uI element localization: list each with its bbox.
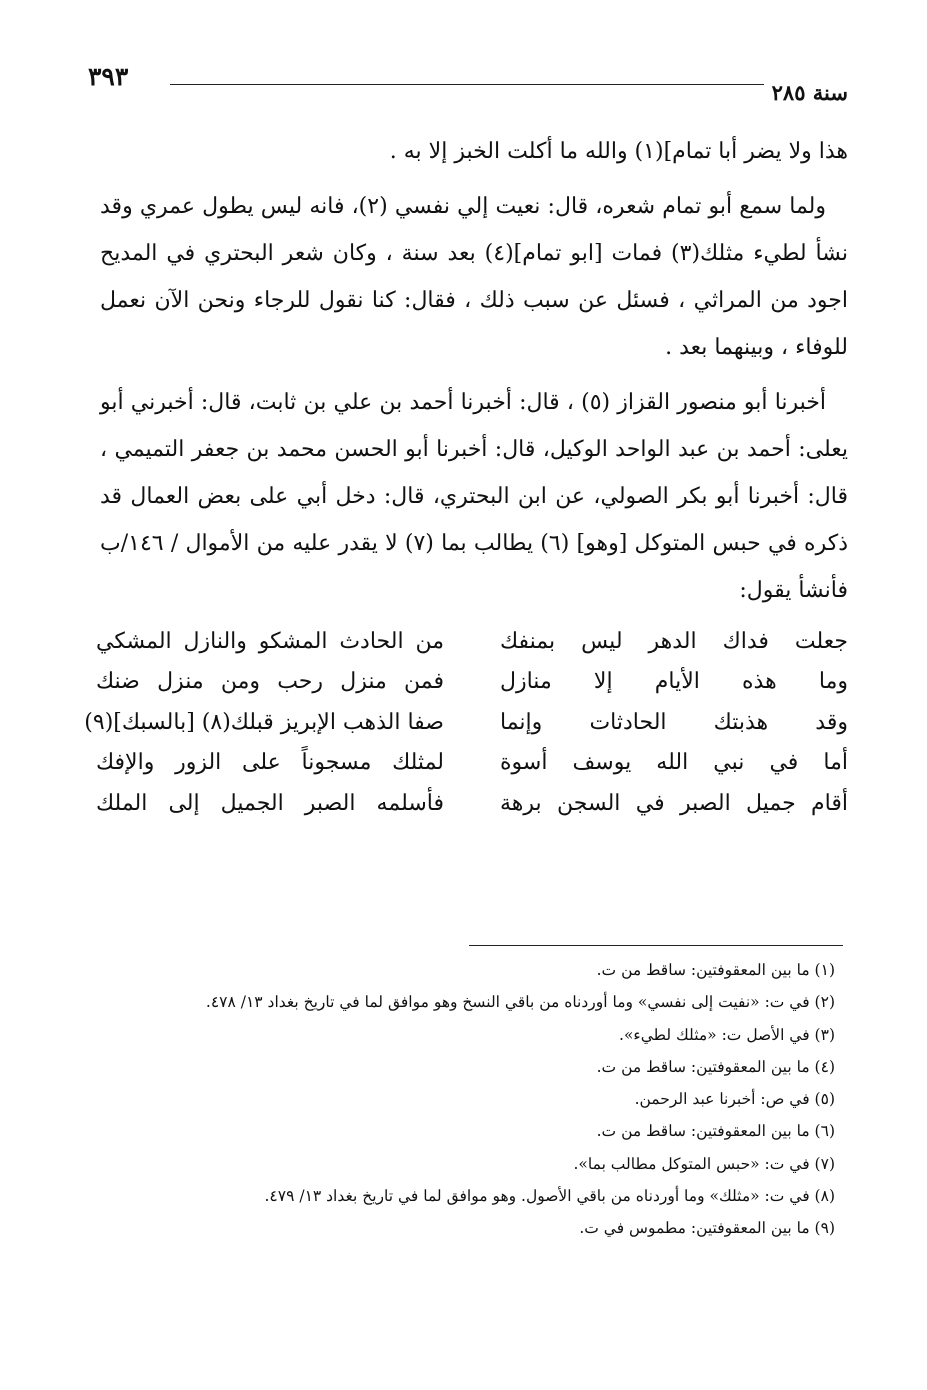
footnotes bbox=[155, 954, 835, 1245]
footnote: (٩) ما بين المعقوفتين: مطموس في ت. bbox=[579, 1219, 835, 1238]
paragraph: أخبرنا أبو منصور القزاز (٥) ، قال: أخبرنا أحمد بن علي بن ثابت، قال: أخبرني أبو يعلى: أحمد بن عبد الواحد الوكيل، قال: أخبرنا أبو الحسن محمد بن جعفر التميمي ، قال: أخبرنا أبو بكر الصولي، عن ابن البحتري، قال: دخل أبي على بعض العمال قد ذكره في حبس المتوكل [وهو] (٦) يطالب بما (٧) لا يقدر عليه من الأموال / ١٤٦/ب فأنشأ يقول: bbox=[100, 390, 848, 603]
footnote: (١) ما بين المعقوفتين: ساقط من ت. bbox=[596, 961, 835, 979]
poem-verse bbox=[84, 703, 848, 743]
paragraph: هذا ولا يضر أبا تمام](١) والله ما أكلت الخبز إلا به . bbox=[389, 139, 848, 164]
poem bbox=[84, 622, 848, 824]
footnote: (٣) في الأصل ت: «مثلك لطيء». bbox=[619, 1025, 835, 1044]
footnote-divider bbox=[469, 945, 843, 946]
footnote: (٨) في ت: «مثلك» وما أوردناه من باقي الأصول. وهو موافق لما في تاريخ بغداد ١٣/ ٤٧٩. bbox=[264, 1187, 835, 1206]
footnote: (٧) في ت: «حبس المتوكل مطالب بما». bbox=[573, 1154, 835, 1173]
poem-verse bbox=[96, 662, 848, 702]
paragraph: ولما سمع أبو تمام شعره، قال: نعيت إلي نفسي (٢)، فانه ليس يطول عمري وقد نشأ لطيء مثلك(٣) فمات [ابو تمام](٤) بعد سنة ، وكان شعر البحتري في المديح اجود من المراثي ، فسئل عن سبب ذلك ، فقال: كنا نقول للرجاء ونحن الآن نعمل للوفاء ، وبينهما بعد . bbox=[100, 194, 848, 360]
verse-first-hemistich: وقد هذبتك الحادثات وإنما bbox=[500, 709, 848, 735]
header-year: سنة ٢٨٥ bbox=[771, 80, 848, 105]
verse-second-hemistich: لمثلك مسجوناً على الزور والإفك bbox=[96, 750, 444, 776]
footnote: (٢) في ت: «نفيت إلى نفسي» وما أوردناه من باقي النسخ وهو موافق لما في تاريخ بغداد ١٣/ ٤٧٨. bbox=[205, 993, 835, 1012]
verse-second-hemistich: من الحادث المشكو والنازل المشكي bbox=[96, 629, 444, 654]
verse-first-hemistich: جعلت فداك الدهر ليس بمنفك bbox=[500, 629, 848, 654]
header-rule bbox=[170, 84, 764, 85]
verse-second-hemistich: فمن منزل رحب ومن منزل ضنك bbox=[96, 669, 444, 695]
verse-first-hemistich: وما هذه الأيام إلا منازل bbox=[500, 669, 848, 695]
poem-verse bbox=[96, 784, 848, 824]
poem-verse bbox=[96, 622, 848, 662]
verse-first-hemistich: أقام جميل الصبر في السجن برهة bbox=[500, 790, 848, 816]
footnote: (٥) في ص: أخبرنا عبد الرحمن. bbox=[634, 1090, 835, 1109]
running-header bbox=[88, 62, 848, 105]
poem-verse bbox=[96, 743, 848, 783]
page-number: ٣٩٣ bbox=[88, 62, 129, 91]
footnote: (٤) ما بين المعقوفتين: ساقط من ت. bbox=[596, 1057, 835, 1076]
footnote: (٦) ما بين المعقوفتين: ساقط من ت. bbox=[596, 1122, 835, 1141]
verse-first-hemistich: أما في نبي الله يوسف أسوة bbox=[500, 750, 848, 776]
verse-second-hemistich: صفا الذهب الإبريز قبلك(٨) [بالسبك](٩) bbox=[84, 709, 444, 735]
main-text bbox=[100, 128, 848, 622]
verse-second-hemistich: فأسلمه الصبر الجميل إلى الملك bbox=[96, 790, 444, 816]
